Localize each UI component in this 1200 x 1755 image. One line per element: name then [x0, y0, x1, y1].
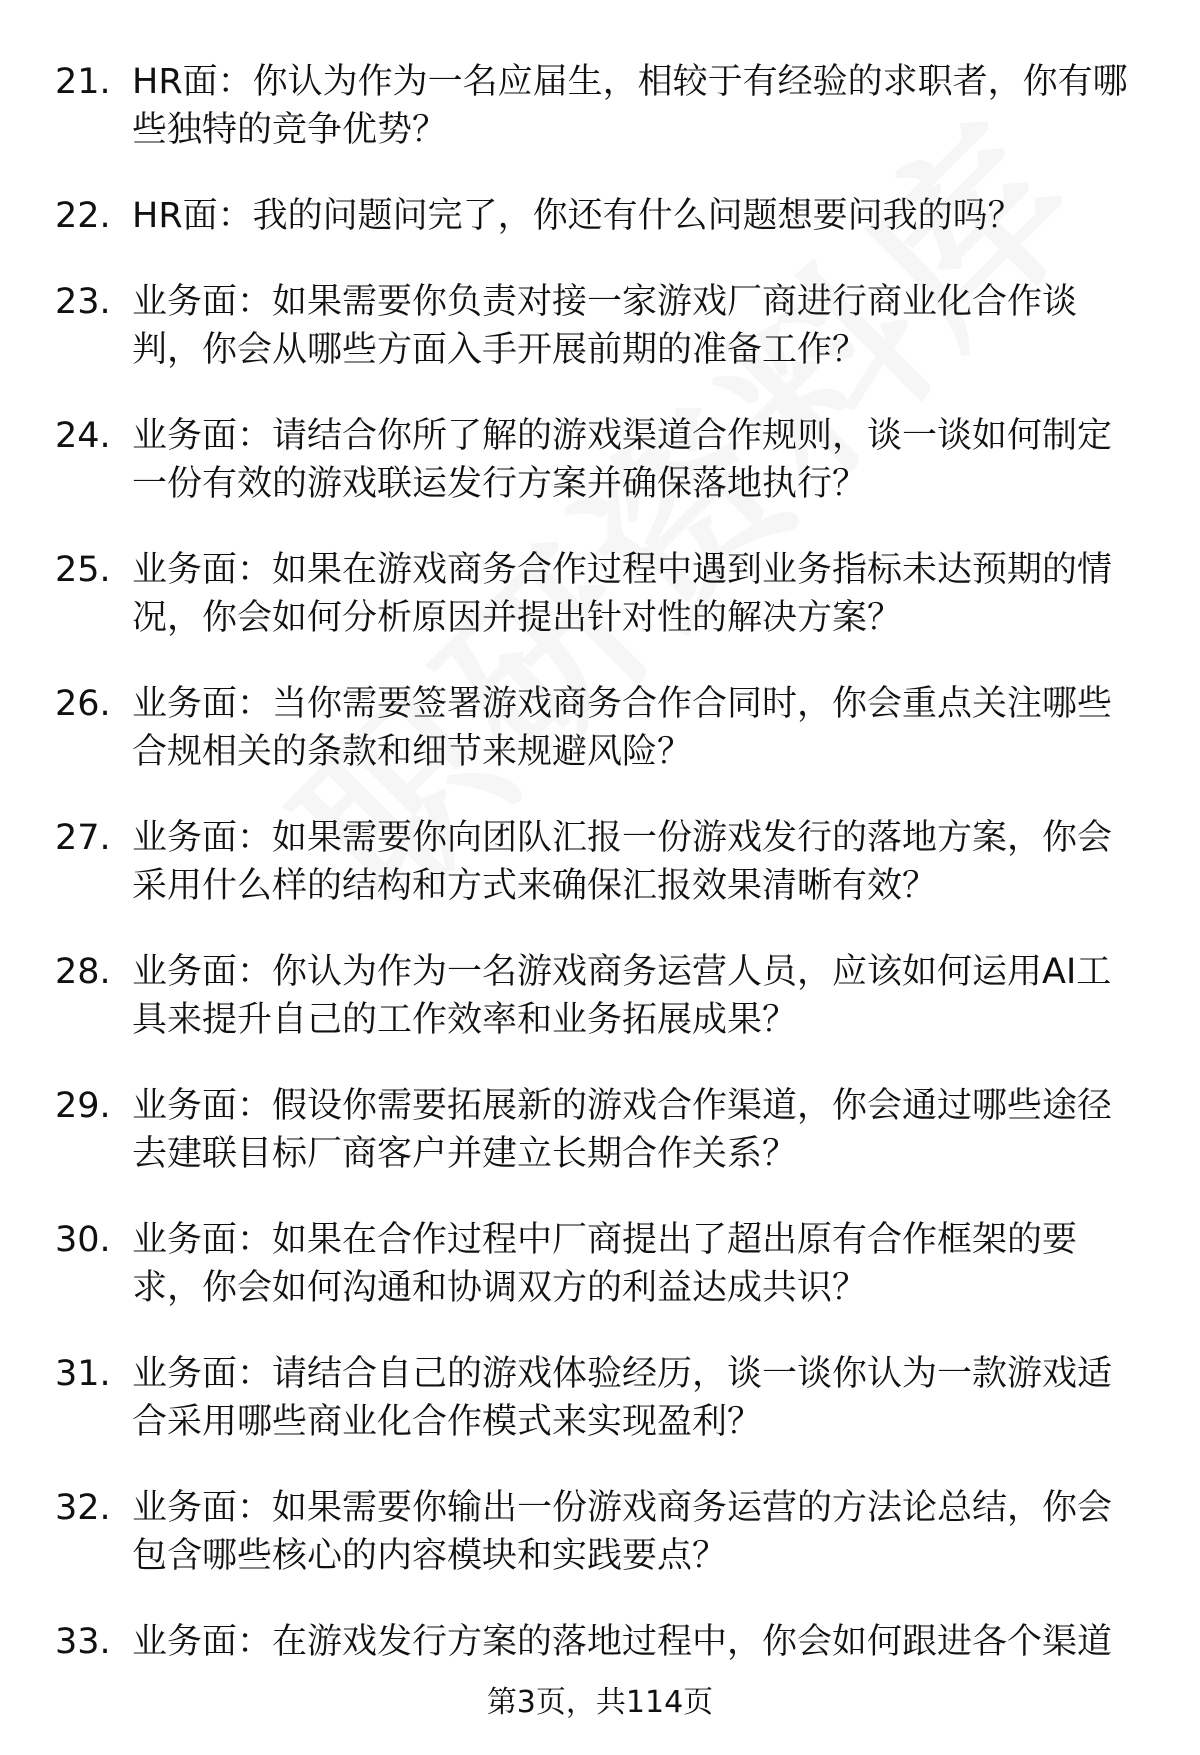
question-item [0, 1082, 1200, 1178]
page-footer [0, 1683, 1200, 1723]
question-number: 29. [55, 1086, 111, 1126]
question-number: 23. [55, 282, 111, 322]
question-number: 26. [55, 684, 111, 724]
question-item [0, 412, 1200, 508]
question-number: 24. [55, 416, 111, 456]
question-item [0, 58, 1200, 154]
question-text: 业务面：假设你需要拓展新的游戏合作渠道，你会通过哪些途径去建联目标厂商客户并建立长期合作关系？ [132, 1086, 1113, 1174]
question-number: 30. [55, 1220, 111, 1260]
question-text: HR面：你认为作为一名应届生，相较于有经验的求职者，你有哪些独特的竞争优势？ [132, 62, 1128, 150]
question-list [0, 58, 1200, 1704]
question-text: 业务面：如果在合作过程中厂商提出了超出原有合作框架的要求，你会如何沟通和协调双方的利益达成共识？ [132, 1220, 1078, 1308]
question-item [0, 192, 1200, 240]
page-number-label: 第3页，共114页 [486, 1685, 714, 1720]
question-number: 32. [55, 1488, 111, 1528]
question-number: 33. [55, 1622, 111, 1662]
question-item [0, 1350, 1200, 1446]
question-item [0, 1216, 1200, 1312]
question-text: 业务面：在游戏发行方案的落地过程中，你会如何跟进各个渠道 [132, 1622, 1113, 1662]
question-text: 业务面：如果在游戏商务合作过程中遇到业务指标未达预期的情况，你会如何分析原因并提出针对性的解决方案？ [132, 550, 1113, 638]
question-text: 业务面：如果需要你负责对接一家游戏厂商进行商业化合作谈判，你会从哪些方面入手开展前期的准备工作？ [132, 282, 1078, 370]
question-number: 22. [55, 196, 111, 236]
question-text: 业务面：请结合你所了解的游戏渠道合作规则，谈一谈如何制定一份有效的游戏联运发行方案并确保落地执行？ [132, 416, 1113, 504]
question-number: 28. [55, 952, 111, 992]
question-item [0, 546, 1200, 642]
question-item [0, 278, 1200, 374]
question-number: 21. [55, 62, 111, 102]
question-text: 业务面：你认为作为一名游戏商务运营人员，应该如何运用AI工具来提升自己的工作效率和业务拓展成果？ [132, 952, 1112, 1040]
question-item [0, 1484, 1200, 1580]
question-item [0, 680, 1200, 776]
question-item [0, 948, 1200, 1044]
question-item [0, 1618, 1200, 1666]
question-item [0, 814, 1200, 910]
question-text: 业务面：请结合自己的游戏体验经历，谈一谈你认为一款游戏适合采用哪些商业化合作模式来实现盈利？ [132, 1354, 1113, 1442]
question-text: 业务面：如果需要你向团队汇报一份游戏发行的落地方案，你会采用什么样的结构和方式来确保汇报效果清晰有效？ [132, 818, 1113, 906]
question-number: 25. [55, 550, 111, 590]
question-text: 业务面：如果需要你输出一份游戏商务运营的方法论总结，你会包含哪些核心的内容模块和实践要点？ [132, 1488, 1113, 1576]
question-number: 31. [55, 1354, 111, 1394]
question-text: HR面：我的问题问完了，你还有什么问题想要问我的吗？ [132, 196, 1023, 236]
question-number: 27. [55, 818, 111, 858]
question-text: 业务面：当你需要签署游戏商务合作合同时，你会重点关注哪些合规相关的条款和细节来规避风险？ [132, 684, 1113, 772]
